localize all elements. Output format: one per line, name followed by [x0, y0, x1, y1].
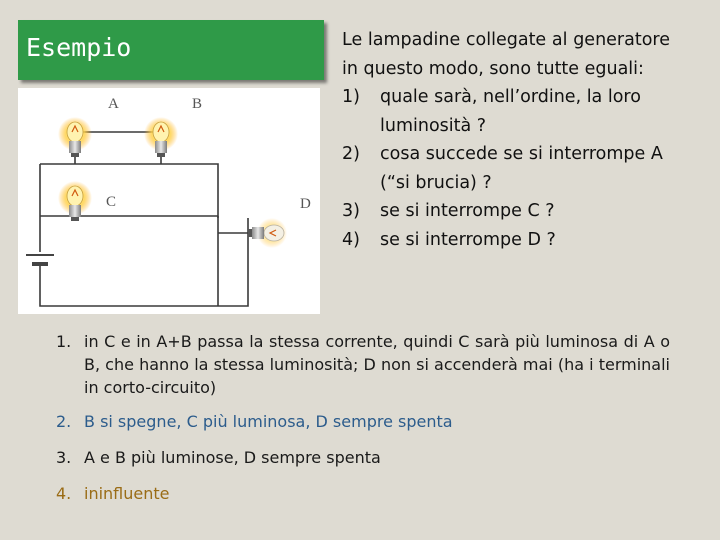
answer-number: 4.	[56, 484, 72, 503]
answer-item-2	[56, 410, 670, 434]
question-text: cosa succede se si interrompe A (“si brucia) ?	[380, 144, 663, 193]
lamp-c	[58, 181, 92, 221]
answer-text: A e B più luminose, D sempre spenta	[84, 448, 381, 467]
question-item	[342, 226, 670, 255]
question-block	[342, 26, 670, 254]
question-number: 3)	[342, 201, 360, 221]
answer-number: 1.	[56, 332, 72, 351]
lamp-b	[144, 117, 178, 157]
question-text: se si interrompe D ?	[380, 229, 556, 250]
answer-number: 3.	[56, 448, 72, 467]
answer-text: B si spegne, C più luminosa, D sempre spenta	[84, 412, 453, 431]
question-number: 1)	[342, 87, 360, 107]
answer-item-1	[56, 330, 670, 399]
question-item	[342, 83, 670, 140]
question-item	[342, 140, 670, 197]
answers-list	[56, 330, 670, 506]
label-d: D	[300, 196, 311, 212]
question-number: 4)	[342, 229, 360, 250]
answer-number: 2.	[56, 412, 72, 431]
circuit-diagram	[18, 88, 320, 314]
label-c: C	[106, 194, 117, 210]
title-banner	[18, 20, 324, 80]
question-item	[342, 197, 670, 226]
answer-item-4	[56, 482, 670, 506]
slide-title: Esempio	[26, 33, 132, 62]
lamp-d	[248, 218, 287, 248]
question-text: quale sarà, nell’ordine, la loro luminosità ?	[380, 87, 641, 136]
question-list	[342, 83, 670, 254]
question-intro: Le lampadine collegate al generatore in questo modo, sono tutte eguali:	[342, 30, 670, 79]
circuit-svg	[18, 88, 320, 314]
answer-text: in C e in A+B passa la stessa corrente, quindi C sarà più luminosa di A o B, che hanno la stessa luminosità; D non si accenderà mai (ha i terminali in corto-circuito)	[84, 332, 670, 397]
label-b: B	[192, 96, 203, 112]
question-number: 2)	[342, 144, 360, 164]
label-a: A	[108, 96, 119, 112]
question-text: se si interrompe C ?	[380, 201, 555, 221]
answer-item-3	[56, 446, 670, 470]
battery-symbol	[26, 252, 54, 266]
lamp-a	[58, 117, 92, 157]
answer-text: ininfluente	[84, 484, 170, 503]
